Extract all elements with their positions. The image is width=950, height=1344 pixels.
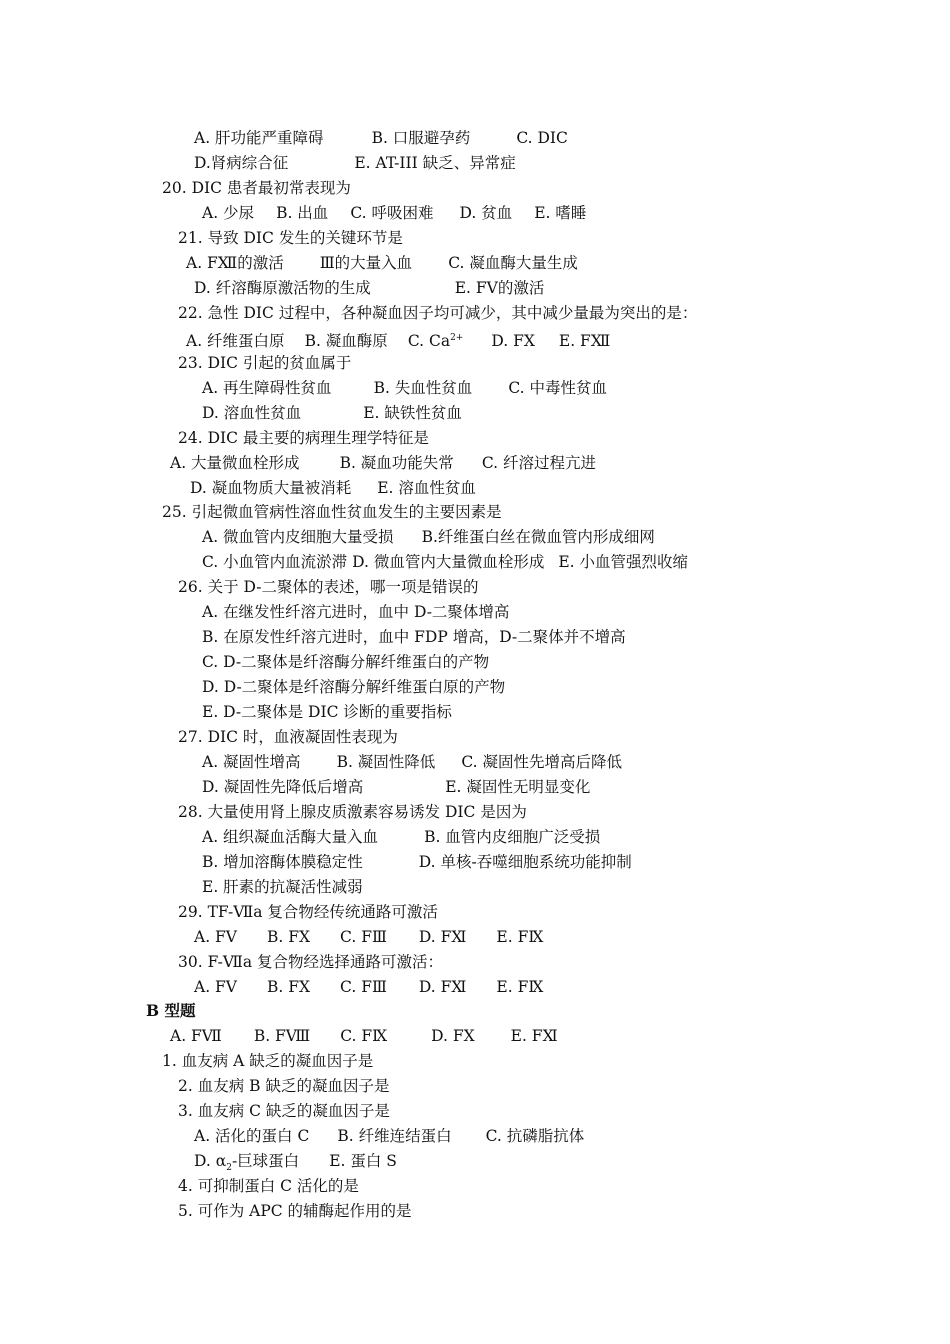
text-line [178,1201,412,1221]
text-line [170,453,596,473]
text-segment: E. FⅫ [558,332,611,351]
text-segment: 21. 导致 DIC 发生的关键环节是 [178,229,403,247]
text-segment: D. 贫血 [459,204,513,222]
text-line [178,1076,389,1096]
text-line [202,378,607,398]
text-segment: D. 单核-吞噬细胞系统功能抑制 [418,853,632,871]
text-segment: A. FⅫ的激活 [186,254,284,272]
text-segment: B.纤维蛋白丝在微血管内形成细网 [421,528,655,546]
text-segment: E. 缺铁性贫血 [363,404,462,422]
text-segment: 2. 血友病 B 缺乏的凝血因子是 [178,1077,390,1095]
text-line [202,877,363,897]
text-segment: D. FⅪ [418,928,467,946]
text-line [178,577,478,597]
text-segment: D. 溶血性贫血 [202,404,302,422]
text-segment: B. 失血性贫血 [373,379,473,397]
text-segment: C. 凝固性先增高后降低 [461,753,622,771]
text-segment: 28. 大量使用肾上腺皮质激素容易诱发 DIC 是因为 [178,803,527,821]
text-segment: Ⅲ的大量入血 [319,254,413,272]
text-segment: A. FⅤ [194,978,237,996]
text-line [202,627,626,647]
text-segment: C. $Ca^{2+}$ [407,332,464,351]
text-segment: 22. 急性 DIC 过程中，各种凝血因子均可减少，其中减少量最为突出的是： [178,304,698,322]
text-line [162,502,502,522]
text-segment: B. 口服避孕药 [371,129,471,147]
text-segment: A. 肝功能严重障碍 [194,129,324,147]
text-segment: 4. 可抑制蛋白 C 活化的是 [178,1177,359,1195]
text-line [202,552,688,572]
text-segment: A. 凝固性增高 [202,753,301,771]
text-segment: B. 纤维连结蛋白 [337,1127,452,1145]
text-segment: 5. 可作为 APC 的辅酶起作用的是 [178,1202,412,1220]
text-segment: D. 纤溶酶原激活物的生成 [194,279,371,297]
text-segment: E. 肝素的抗凝活性减弱 [202,878,363,896]
text-segment: A. 纤维蛋白原 [186,332,285,351]
text-line [202,852,632,872]
text-segment: 24. DIC 最主要的病理生理学特征是 [178,429,429,447]
text-segment: B 型题 [146,1001,196,1020]
text-segment: D. FⅩ [431,1027,475,1045]
text-segment: D. 凝固性先降低后增高 [202,778,364,796]
text-line [162,1051,373,1071]
text-line [194,977,543,997]
text-line [186,328,610,351]
text-line [202,403,462,423]
text-segment: A. FⅦ [170,1027,222,1045]
text-segment: B. FⅩ [267,978,311,996]
text-line [202,602,509,622]
text-segment: A. 微血管内皮细胞大量受损 [202,528,394,546]
text-segment: C. DIC [516,129,568,147]
text-line [178,428,429,448]
text-segment: D. FⅩ [491,332,535,351]
section-heading [146,1001,196,1021]
text-segment: B. 凝血酶原 [304,332,388,351]
text-segment: E. 溶血性贫血 [377,479,476,497]
text-line [178,952,443,972]
text-line [178,902,438,922]
superscript: 2+ [450,333,464,343]
text-segment: A. 在继发性纤溶亢进时，血中 D-二聚体增高 [202,603,510,621]
text-segment: E. D-二聚体是 DIC 诊断的重要指标 [202,703,452,721]
text-segment: C. 抗磷脂抗体 [485,1127,585,1145]
text-segment: A. FⅤ [194,928,237,946]
text-segment: E. 嗜睡 [534,204,587,222]
text-segment: 30. F-Ⅶa 复合物经选择通路可激活： [178,953,444,971]
text-segment: 25. 引起微血管病性溶血性贫血发生的主要因素是 [162,503,502,521]
text-segment: A. 组织凝血活酶大量入血 [202,828,379,846]
text-segment: B. FⅩ [267,928,311,946]
text-segment: C. 小血管内血流淤滞 D. 微血管内大量微血栓形成 [202,553,545,571]
text-line [202,203,586,223]
text-segment: B. 血管内皮细胞广泛受损 [424,828,601,846]
text-line [194,278,544,298]
text-segment: B. 在原发性纤溶亢进时，血中 FDP 增高，D-二聚体并不增高 [202,628,626,646]
text-segment: B. 出血 [276,204,329,222]
text-segment: E. FⅤ的激活 [454,279,545,297]
text-line [194,927,543,947]
text-segment: 29. TF-Ⅶa 复合物经传统通路可激活 [178,903,438,921]
text-line [178,1101,390,1121]
text-line [178,727,398,747]
text-line [178,353,351,373]
text-segment: E. FⅨ [496,928,544,946]
text-segment: C. 凝血酶大量生成 [448,254,578,272]
text-line [202,777,590,797]
text-line [194,128,568,148]
text-segment: A. 大量微血栓形成 [170,454,300,472]
text-segment: 23. DIC 引起的贫血属于 [178,354,352,372]
text-line [202,677,505,697]
text-line [178,1176,359,1196]
text-segment: C. 呼吸困难 [350,204,434,222]
text-segment: 20. DIC 患者最初常表现为 [162,179,351,197]
text-segment: D. 凝血物质大量被消耗 [190,479,352,497]
text-segment: 3. 血友病 C 缺乏的凝血因子是 [178,1102,390,1120]
text-line [162,178,351,198]
text-segment: B. 凝血功能失常 [339,454,454,472]
text-segment: C. 中毒性贫血 [508,379,607,397]
text-line [202,652,489,672]
text-segment: A. 少尿 [202,204,255,222]
text-segment: A. 活化的蛋白 C [194,1127,310,1145]
text-segment: C. 纤溶过程亢进 [481,454,596,472]
text-line [186,253,578,273]
text-segment: D.肾病综合征 [194,154,289,172]
text-line [202,827,600,847]
text-line [194,153,516,173]
text-segment: A. 再生障碍性贫血 [202,379,332,397]
text-segment: C. FⅨ [340,1027,388,1045]
text-segment: 27. DIC 时，血液凝固性表现为 [178,728,398,746]
text-line [170,1026,558,1046]
text-segment: E. 小血管强烈收缩 [558,553,688,571]
text-line [194,1151,397,1178]
text-segment: E. AT-III 缺乏、异常症 [354,154,516,172]
text-line [178,802,527,822]
text-line [178,228,403,248]
text-segment: B. 增加溶酶体膜稳定性 [202,853,363,871]
subscript: 2 [226,1163,232,1174]
text-segment: D. D-二聚体是纤溶酶分解纤维蛋白原的产物 [202,678,506,696]
text-segment: E. 蛋白 S [329,1152,397,1170]
text-segment: B. FⅧ [253,1027,311,1045]
text-segment: E. FⅨ [496,978,544,996]
text-segment: E. 凝固性无明显变化 [445,778,591,796]
text-segment: E. FⅪ [510,1027,558,1045]
text-line [194,1126,584,1146]
text-segment: 26. 关于 D-二聚体的表述，哪一项是错误的 [178,578,479,596]
text-segment: D. $\alpha_2-$巨球蛋白 [194,1152,300,1174]
text-segment: C. FⅢ [340,978,387,996]
text-line [202,527,655,547]
text-segment: C. D-二聚体是纤溶酶分解纤维蛋白的产物 [202,653,490,671]
text-line [202,752,622,772]
text-line [178,303,697,323]
text-line [202,702,452,722]
text-segment: 1. 血友病 A 缺乏的凝血因子是 [162,1052,374,1070]
text-line [190,478,476,498]
text-segment: D. FⅪ [418,978,467,996]
text-segment: B. 凝固性降低 [336,753,436,771]
text-segment: C. FⅢ [340,928,387,946]
